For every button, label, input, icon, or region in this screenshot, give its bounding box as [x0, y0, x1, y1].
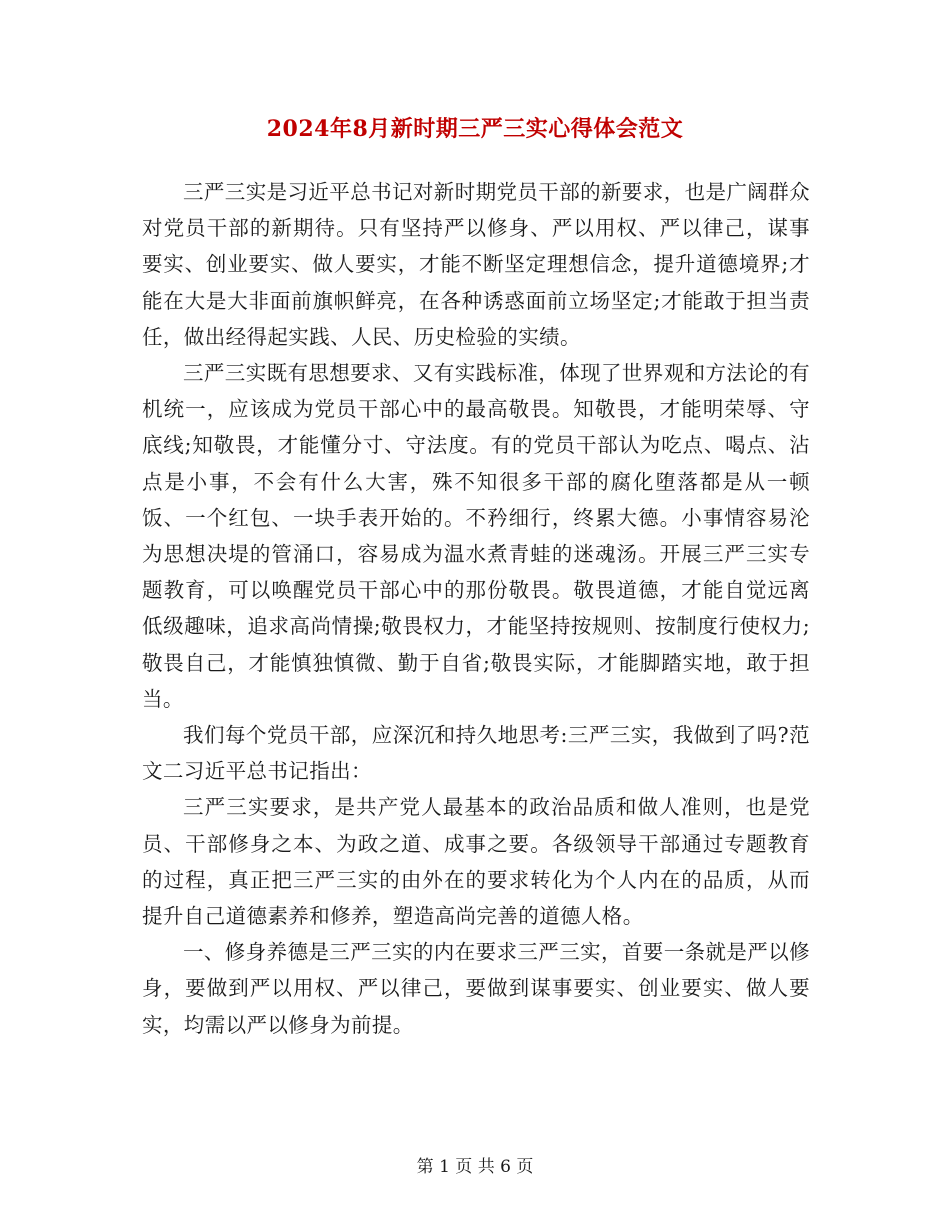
paragraph: 一、修身养德是三严三实的内在要求三严三实，首要一条就是严以修身，要做到严以用权、严以律己，要做到谋事要实、创业要实、做人要实，均需以严以修身为前提。 — [142, 940, 810, 1037]
page-footer: 第 1 页 共 6 页 — [416, 1157, 534, 1177]
paragraph: 三严三实要求，是共产党人最基本的政治品质和做人准则，也是党员、干部修身之本、为政之道、成事之要。各级领导干部通过专题教育的过程，真正把三严三实的由外在的要求转化为个人内在的品质，从而提升自己道德素养和修养，塑造高尚完善的道德人格。 — [142, 795, 810, 929]
document-body — [142, 174, 810, 1043]
paragraph: 我们每个党员干部，应深沉和持久地思考:三严三实，我做到了吗?范文二习近平总书记指出： — [142, 723, 810, 784]
paragraph: 三严三实既有思想要求、又有实践标准，体现了世界观和方法论的有机统一，应该成为党员干部心中的最高敬畏。知敬畏，才能明荣辱、守底线;知敬畏，才能懂分寸、守法度。有的党员干部认为吃点、喝点、沾点是小事，不会有什么大害，殊不知很多干部的腐化堕落都是从一顿饭、一个红包、一块手表开始的。不矜细行，终累大德。小事情容易沦为思想决堤的管涌口，容易成为温水煮青蛙的迷魂汤。开展三严三实专题教育，可以唤醒党员干部心中的那份敬畏。敬畏道德，才能自觉远离低级趣味，追求高尚情操;敬畏权力，才能坚持按规则、按制度行使权力;敬畏自己，才能慎独慎微、勤于自省;敬畏实际，才能脚踏实地，敢于担当。 — [142, 361, 810, 711]
paragraph: 三严三实是习近平总书记对新时期党员干部的新要求，也是广阔群众对党员干部的新期待。只有坚持严以修身、严以用权、严以律己，谋事要实、创业要实、做人要实，才能不断坚定理想信念，提升道德境界;才能在大是大非面前旗帜鲜亮，在各种诱惑面前立场坚定;才能敢于担当责任，做出经得起实践、人民、历史检验的实绩。 — [142, 180, 810, 349]
document-title: 2024年8月新时期三严三实心得体会范文 — [266, 116, 684, 142]
